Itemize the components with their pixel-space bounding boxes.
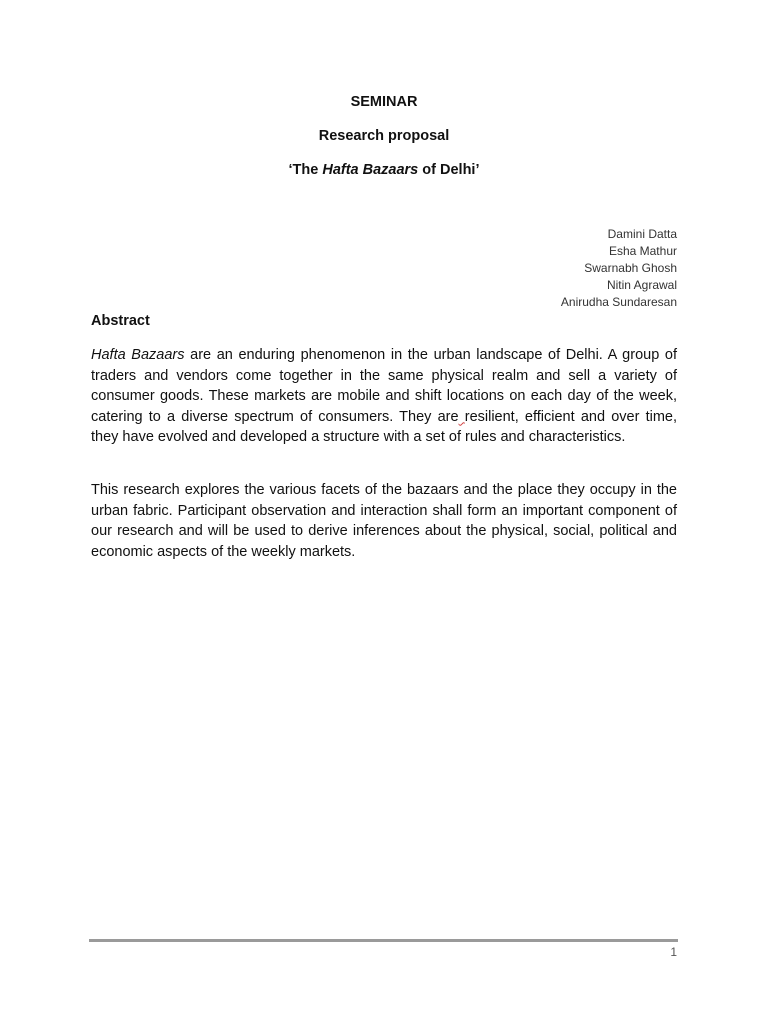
paragraph-text: are an enduring phenomenon in the urban landscape of Delhi. A group of traders and vendors come together in the same physical realm and sell a variety of consumer goods. These markets are mobile and shift locations on each day of the week, catering to a diverse spectrum of consumers. They are	[91, 347, 677, 425]
title-italic: Hafta Bazaars	[322, 162, 419, 178]
paragraph-text: resilient, efficient and over time, they have evolved and developed a structure with a set of rules and characteristics.	[91, 408, 678, 445]
abstract-paragraph	[91, 345, 677, 448]
author-name: Nitin Agrawal	[606, 278, 677, 292]
abstract-paragraph: This research explores the various facets of the bazaars and the place they occupy in the urban fabric. Participant observation and interaction shall form an important component of our research and will be used to derive inferences about the physical, social, political and economic aspects of the weekly markets.	[91, 482, 677, 560]
title-prefix: ‘The	[288, 162, 323, 178]
author-name: Anirudha Sundaresan	[560, 295, 677, 309]
author-list	[561, 226, 677, 311]
seminar-label: SEMINAR	[350, 94, 418, 110]
footer-divider	[89, 939, 678, 942]
document-subtitle: Research proposal	[318, 128, 450, 144]
document-title	[0, 161, 768, 179]
author-name: Damini Datta	[607, 227, 677, 241]
author-name: Esha Mathur	[608, 244, 677, 258]
author-name: Swarnabh Ghosh	[584, 261, 677, 275]
title-suffix: of Delhi’	[418, 162, 480, 178]
abstract-heading: Abstract	[91, 313, 150, 329]
page-number: 1	[670, 945, 677, 959]
paragraph-italic-term: Hafta Bazaars	[91, 347, 185, 363]
